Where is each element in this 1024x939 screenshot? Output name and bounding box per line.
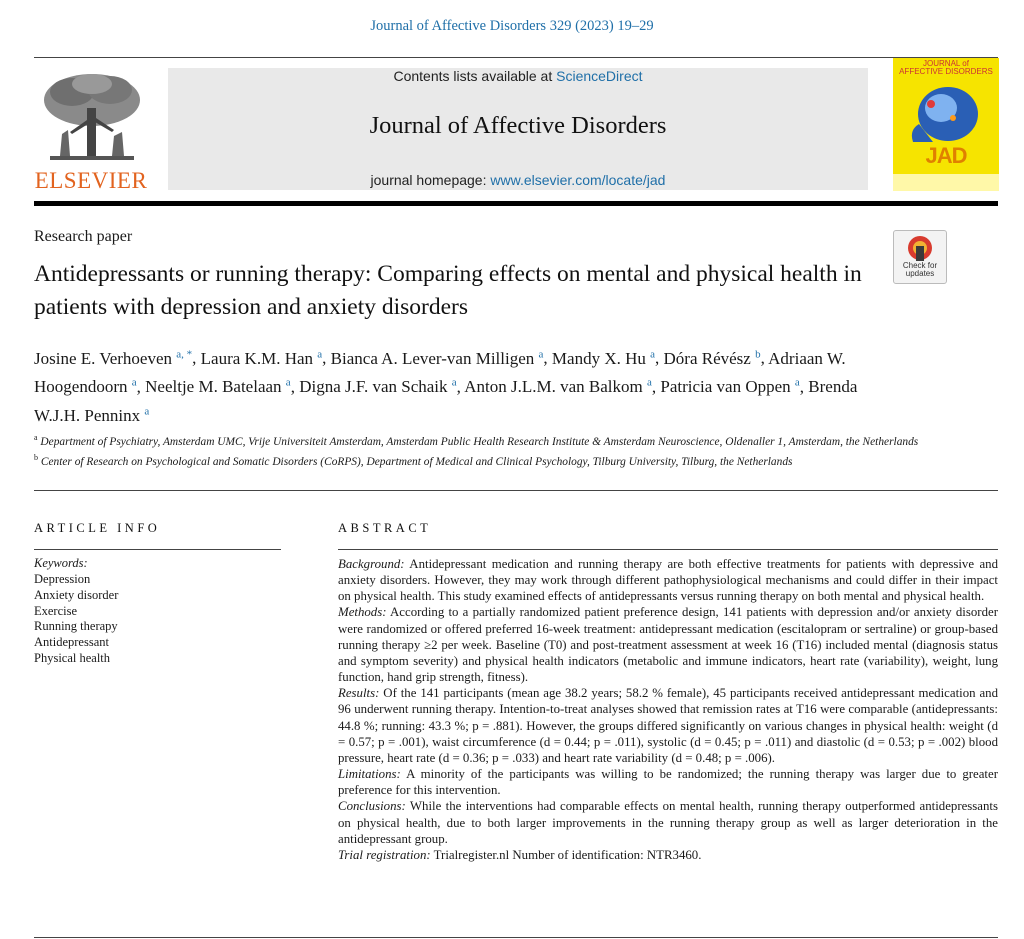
abstract-heading: ABSTRACT [338, 521, 432, 535]
abstract-limitations [338, 766, 998, 798]
limitations-text: A minority of the participants was willing to be randomized; the running therapy was larger due to greater preference for this intervention. [338, 767, 998, 798]
keyword-item: Antidepressant [34, 635, 109, 650]
author[interactable] [201, 349, 323, 368]
footer-rule [34, 937, 998, 938]
affiliation-b [34, 450, 994, 470]
keyword-item: Physical health [34, 650, 111, 665]
author-affiliation-marker[interactable]: a [285, 376, 291, 389]
author-affiliation-marker[interactable]: a [538, 348, 544, 360]
author[interactable] [299, 377, 456, 396]
elsevier-tree-icon [32, 70, 150, 168]
limitations-label: Limitations: [338, 767, 401, 782]
journal-banner [168, 68, 868, 190]
journal-cover-image[interactable] [893, 58, 999, 191]
journal-title: Journal of Affective Disorders [369, 112, 667, 139]
trial-text: Trialregister.nl Number of identification: NTR3460. [433, 847, 702, 862]
author-affiliation-marker[interactable]: a [131, 376, 137, 389]
author-name[interactable]: Brenda W.J.H. Penninx [34, 377, 858, 425]
check-for-updates-button[interactable] [893, 230, 947, 284]
keywords-list [34, 572, 118, 667]
author-name[interactable]: Adriaan W. Hoogendoorn [34, 348, 846, 397]
homepage-prefix: journal homepage: [370, 172, 491, 188]
sciencedirect-link[interactable]: ScienceDirect [556, 68, 643, 84]
affiliation-a [34, 430, 994, 450]
abstract-methods [338, 604, 998, 685]
keyword-item: Anxiety disorder [34, 587, 119, 602]
author-name[interactable]: Anton J.L.M. van Balkom [464, 377, 643, 397]
affiliation-b-text: Center of Research on Psychological and Somatic Disorders (CoRPS), Department of Medical and Clinical Psychology, Tilburg University, Tilburg, the Netherlands [40, 455, 793, 468]
author-affiliation-marker[interactable]: a, * [176, 348, 193, 360]
results-text: Of the 141 participants (mean age 38.2 years; 58.2 % female), 45 participants received antidepressant medication and 96 underwent running therapy. Intention-to-treat analyses showed that remission rates at T16 were comparable (antidepressants: 44.8 %; running: 43.3 %; p = .881). However, the groups differed significantly on various changes in physical health: weight (d = 0.57; p = .001), waist circumference (d = 0.44; p = .011), systolic (d = 0.45; p = .011) and diastolic (d = 0.53; p = .002) blood pressure, heart rate (d = 0.36; p = .033) and heart rate variability (d = 0.48; p = .006). [338, 686, 998, 765]
homepage-line [168, 172, 868, 188]
check-updates-icon [894, 233, 946, 263]
author-affiliation-marker[interactable]: a [646, 376, 652, 389]
author-name[interactable]: Bianca A. Lever-van Milligen [330, 348, 535, 368]
keyword-item: Depression [34, 572, 91, 586]
keywords-label: Keywords: [34, 556, 88, 570]
keyword-item: Exercise [34, 603, 78, 618]
author-list: Josine E. Verhoeven $^{a, *}$, Laura K.M. Han $^a$, Bianca A. Lever-van Milligen $^a$, Mandy X. Hu $^a$, Dóra Révész $^b$, Adriaan W. Hoogendoorn $^a$, Neeltje M. Batelaan $^a$, Digna J.F. van Schaik $^a$, Anton J.L.M. van Balkom $^a$, Patricia van Oppen $^a$, Brenda W.J.H. Penninx $^a$ [34, 348, 858, 425]
affiliation-a-text: Department of Psychiatry, Amsterdam UMC, Vrije Universiteit Amsterdam, Amsterdam Public Health Research Institute & Amsterdam Neuroscience, Oldenaller 1, Amsterdam, the Netherlands [40, 435, 919, 448]
author-name[interactable]: Digna J.F. van Schaik [299, 377, 448, 397]
section-divider [34, 490, 998, 491]
article-info-heading: ARTICLE INFO [34, 521, 161, 535]
author[interactable] [664, 349, 761, 368]
cover-head-icon [893, 78, 999, 148]
results-label: Results: [338, 686, 380, 701]
abstract-body [338, 556, 998, 863]
conclusions-label: Conclusions: [338, 799, 406, 814]
author-name[interactable]: Patricia van Oppen [660, 377, 791, 397]
header-rule [34, 57, 998, 58]
contents-prefix: Contents lists available at [393, 68, 557, 84]
cover-title-line2: AFFECTIVE DISORDERS [899, 67, 993, 76]
author-affiliation-marker[interactable]: a [317, 348, 323, 360]
author-name[interactable]: Neeltje M. Batelaan [145, 377, 282, 397]
publisher-wordmark: ELSEVIER [34, 168, 148, 193]
author-name[interactable]: Josine E. Verhoeven [34, 348, 173, 368]
methods-text: According to a partially randomized patient preference design, 141 patients with depression and/or anxiety disorder were randomized or offered preferred 16-week treatment: antidepressant medication (escitalopram or sertraline) or group-based running therapy ≥2 per week. Baseline (T0) and post-treatment assessment at week 16 (T16) included mental (diagnosis status and symptom severity) and physical health indicators (metabolic and immune indicators, heart rate (variability), weight, lung function, hand grip strength, fitness). [338, 605, 998, 685]
cover-title-line1: JOURNAL of [923, 59, 969, 68]
author-affiliation-marker[interactable]: a [144, 405, 150, 418]
author[interactable] [552, 349, 655, 368]
cover-footer-strip [893, 174, 999, 191]
trial-label: Trial registration: [338, 847, 431, 862]
contents-line [168, 68, 868, 84]
paper-type: Research paper [34, 228, 133, 245]
check-updates-label: Check for updates [902, 261, 938, 278]
journal-citation[interactable]: Journal of Affective Disorders 329 (2023) 19–29 [370, 18, 654, 34]
abstract-results [338, 685, 998, 766]
author[interactable] [145, 377, 291, 396]
author-affiliation-marker[interactable]: a [794, 376, 800, 389]
journal-homepage-link[interactable]: www.elsevier.com/locate/jad [490, 172, 666, 188]
methods-label: Methods: [338, 605, 387, 620]
abstract-rule [338, 549, 998, 550]
elsevier-logo[interactable] [32, 70, 150, 192]
abstract-conclusions [338, 798, 998, 846]
author-affiliation-marker[interactable]: a [451, 376, 457, 389]
article-info-rule [34, 549, 281, 550]
author-affiliation-marker[interactable]: b [755, 348, 761, 360]
affiliation-b-marker: b [34, 452, 38, 462]
abstract-background [338, 556, 998, 604]
author-name[interactable]: Dóra Révész [663, 348, 751, 368]
affiliations [34, 430, 994, 470]
background-text: Antidepressant medication and running therapy are both effective treatments for patients with depressive and anxiety disorders. However, they may work through different pathophysiological mechanisms and could differ in their impact on physical health. This study examined effects of antidepressants versus running therapy on both mental and physical health. [338, 557, 998, 604]
author[interactable] [331, 349, 544, 368]
cover-abbreviation: JAD [925, 143, 967, 168]
abstract-trial [338, 847, 998, 863]
author-name[interactable]: Laura K.M. Han [200, 348, 314, 368]
article-title: Antidepressants or running therapy: Comparing effects on mental and physical health in patients with depression and anxiety disorders [34, 261, 862, 320]
author[interactable] [34, 349, 192, 368]
background-label: Background: [338, 557, 405, 571]
author-name[interactable]: Mandy X. Hu [551, 348, 646, 368]
author-affiliation-marker[interactable]: a [650, 348, 656, 360]
affiliation-a-marker: a [34, 433, 38, 442]
header-thick-rule [34, 201, 998, 206]
author[interactable] [660, 377, 799, 396]
author[interactable] [464, 377, 652, 396]
keyword-item: Running therapy [34, 619, 118, 634]
conclusions-text: While the interventions had comparable effects on mental health, running therapy outperformed antidepressants on physical health, due to both larger improvements in the running therapy group as well as larger deterioration in the antidepressant group. [338, 799, 998, 846]
